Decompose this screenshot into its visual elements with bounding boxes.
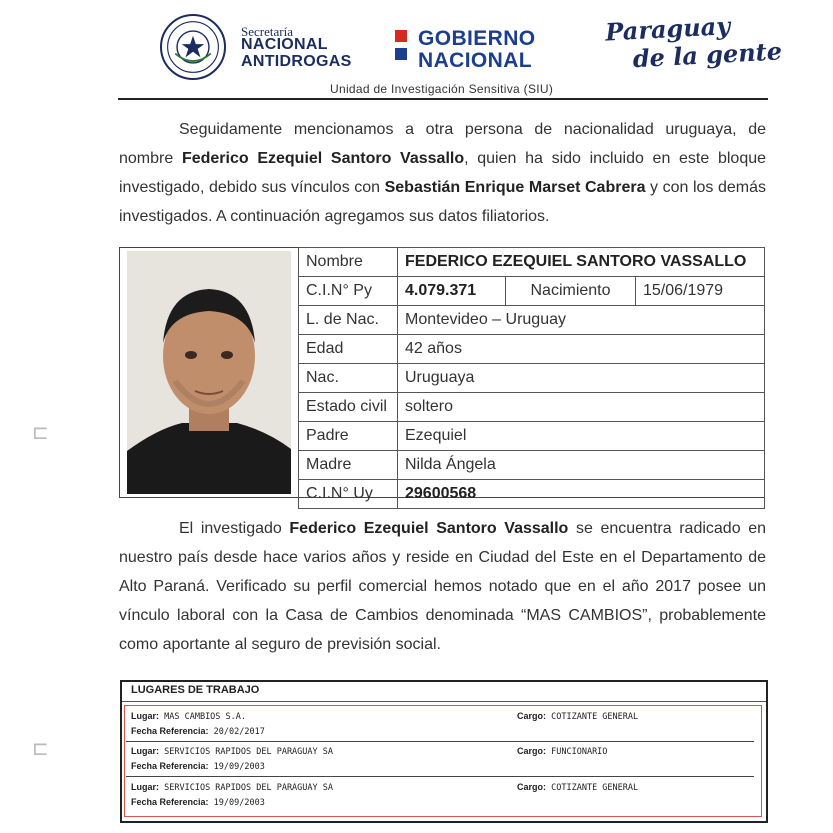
nombre-value: FEDERICO EZEQUIEL SANTORO VASSALLO bbox=[398, 248, 765, 277]
work-fecha: 20/02/2017 bbox=[213, 727, 265, 737]
secretaria-nacional-antidrogas: NACIONAL ANTIDROGAS bbox=[241, 36, 352, 70]
intro-paragraph: Seguidamente mencionamos a otra persona de nacionalidad uruguaya, de nombre Federico Ezequiel Santoro Vassallo, quien ha sido incluido en este bloque investigado, debido sus vínculos con Sebastián Enrique Marset Cabrera y con los demás investigados. A continuación agregamos sus datos filiatorios. bbox=[119, 121, 767, 225]
cin-uy-value: 29600568 bbox=[398, 480, 765, 509]
subject-name-2: Federico Ezequiel Santoro Vassallo bbox=[289, 520, 569, 537]
row-nombre: Nombre FEDERICO EZEQUIEL SANTORO VASSALLO bbox=[299, 248, 765, 277]
associate-name: Sebastián Enrique Marset Cabrera bbox=[384, 179, 646, 196]
row-nac: Nac. Uruguaya bbox=[299, 364, 765, 393]
subject-name: Federico Ezequiel Santoro Vassallo bbox=[181, 150, 465, 167]
edad-value: 42 años bbox=[398, 335, 765, 364]
paraguay-de-la-gente-logo: Paraguay de la gente bbox=[604, 11, 783, 74]
madre-value: Nilda Ángela bbox=[398, 451, 765, 480]
civil-value: soltero bbox=[398, 393, 765, 422]
row-cin-py: C.I.N° Py 4.079.371 Nacimiento 15/06/1979 bbox=[299, 277, 765, 306]
work-entry: Lugar: SERVICIOS RAPIDOS DEL PARAGUAY SA Cargo: COTIZANTE GENERAL Fecha Referencia: 19/09/2003 bbox=[131, 782, 639, 808]
work-entry-divider bbox=[126, 776, 754, 777]
row-cin-uy: C.I.N° Uy 29600568 bbox=[299, 480, 765, 509]
nacimiento-value: 15/06/1979 bbox=[636, 277, 765, 306]
work-lugar: SERVICIOS RAPIDOS DEL PARAGUAY SA bbox=[164, 783, 334, 793]
work-title-divider bbox=[122, 701, 766, 702]
punch-hole-mark: ⊏ bbox=[32, 420, 49, 444]
row-madre: Madre Nilda Ángela bbox=[299, 451, 765, 480]
work-fecha: 19/09/2003 bbox=[213, 798, 265, 808]
padre-value: Ezequiel bbox=[398, 422, 765, 451]
cin-py-value: 4.079.371 bbox=[398, 277, 506, 306]
identity-table bbox=[298, 247, 765, 509]
work-places-title: LUGARES DE TRABAJO bbox=[131, 684, 260, 696]
work-fecha: 19/09/2003 bbox=[213, 762, 265, 772]
secretaria-label: Secretaría bbox=[241, 24, 293, 39]
residence-paragraph: El investigado Federico Ezequiel Santoro Vassallo se encuentra radicado en nuestro país desde hace varios años y reside en Ciudad del Este en el Departamento de Alto Paraná. Verificado su perfil comercial hemos notado que en el año 2017 posee un vínculo laboral con la Casa de Cambios denominada “MAS CAMBIOS”, probablemente como aportante al seguro de previsión social. bbox=[119, 520, 767, 653]
row-edad: Edad 42 años bbox=[299, 335, 765, 364]
lugar-value: Montevideo – Uruguay bbox=[398, 306, 765, 335]
gobierno-flag-icon bbox=[395, 30, 409, 62]
work-entry: Lugar: MAS CAMBIOS S.A. Cargo: COTIZANTE GENERAL Fecha Referencia: 20/02/2017 bbox=[131, 711, 639, 737]
republic-seal-logo bbox=[160, 14, 226, 80]
work-entry: Lugar: SERVICIOS RAPIDOS DEL PARAGUAY SA Cargo: FUNCIONARIO Fecha Referencia: 19/09/2003 bbox=[131, 746, 608, 772]
row-padre: Padre Ezequiel bbox=[299, 422, 765, 451]
row-civil: Estado civil soltero bbox=[299, 393, 765, 422]
punch-hole-mark: ⊏ bbox=[32, 736, 49, 760]
work-cargo: COTIZANTE GENERAL bbox=[551, 712, 639, 722]
work-lugar: SERVICIOS RAPIDOS DEL PARAGUAY SA bbox=[164, 747, 334, 757]
header-divider bbox=[118, 98, 768, 100]
row-lugar: L. de Nac. Montevideo – Uruguay bbox=[299, 306, 765, 335]
work-cargo: FUNCIONARIO bbox=[551, 747, 608, 757]
nac-value: Uruguaya bbox=[398, 364, 765, 393]
subject-photo bbox=[127, 251, 291, 494]
work-entry-divider bbox=[126, 741, 754, 742]
unit-subtitle: Unidad de Investigación Sensitiva (SIU) bbox=[330, 82, 554, 96]
gobierno-nacional-logo: GOBIERNO NACIONAL bbox=[418, 27, 536, 72]
work-lugar: MAS CAMBIOS S.A. bbox=[164, 712, 247, 722]
work-cargo: COTIZANTE GENERAL bbox=[551, 783, 639, 793]
